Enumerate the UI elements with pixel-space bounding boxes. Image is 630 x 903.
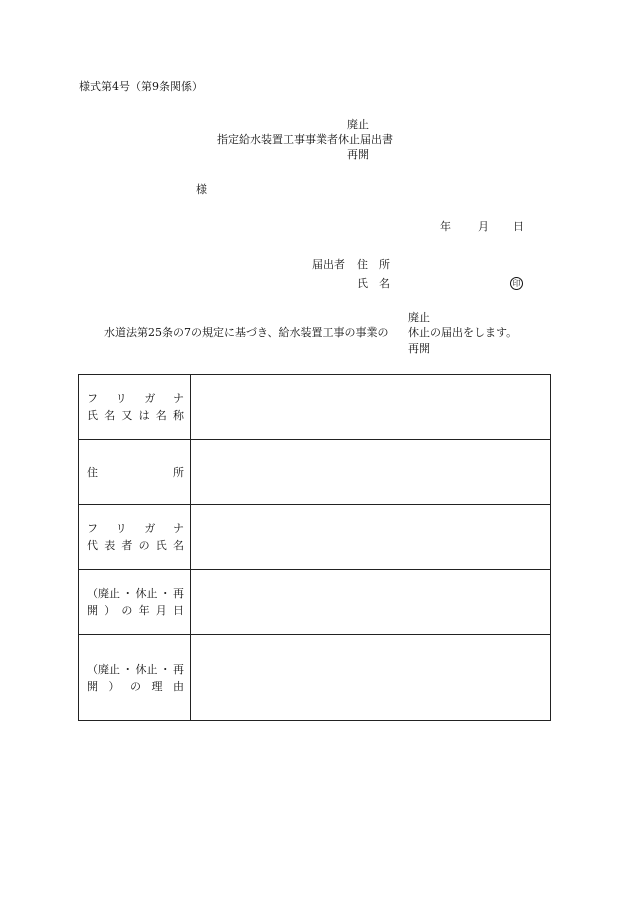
seal-icon: 印 [510,277,523,290]
label-line: フ リ ガ ナ [87,392,184,405]
statement-text: 水道法第25条の7の規定に基づき、給水装置工事の事業の [104,326,389,339]
row-label-address [79,440,191,505]
date-day-label: 日 [513,220,524,233]
table-row [79,570,551,635]
notification-form-table [78,374,551,721]
date-input-cell[interactable] [191,570,551,635]
table-row [79,635,551,721]
statement-option-abolish: 廃止 [408,311,430,324]
label-line: フ リ ガ ナ [87,522,184,535]
notifier-name-label: 氏 名 [357,277,390,290]
representative-input-cell[interactable] [191,505,551,570]
row-label-reason [79,635,191,721]
statement-option-suspend: 休止の届出をします。 [408,326,518,339]
table-row [79,440,551,505]
seal-mark [510,276,523,290]
title-option-abolish: 廃止 [347,118,369,131]
addressee-honorific: 様 [196,183,207,196]
row-label-date [79,570,191,635]
table-row [79,375,551,440]
label-line: （廃止 ・ 休止 ・ 再 [87,662,184,676]
row-label-furigana-name [79,375,191,440]
label-line: 住 所 [87,465,184,479]
notifier-label: 届出者 [312,258,345,271]
label-line: （廃止 ・ 休止 ・ 再 [87,587,184,600]
reason-input-cell[interactable] [191,635,551,721]
table-row [79,505,551,570]
date-month-label: 月 [478,220,489,233]
name-input-cell[interactable] [191,375,551,440]
notifier-address-label: 住 所 [357,258,390,271]
document-title: 指定給水装置工事事業者休止届出書 [217,133,393,146]
form-number: 様式第4号（第9条関係） [79,80,203,93]
label-line: 開 ） の 理 由 [87,679,184,693]
label-line: 氏 名 又 は 名 称 [87,409,184,422]
label-line: 代 表 者 の 氏 名 [87,539,184,552]
statement-option-resume: 再開 [408,342,430,355]
title-option-resume: 再開 [347,148,369,161]
label-line: 開 ） の 年 月 日 [87,604,184,617]
row-label-representative [79,505,191,570]
date-year-label: 年 [440,220,451,233]
address-input-cell[interactable] [191,440,551,505]
